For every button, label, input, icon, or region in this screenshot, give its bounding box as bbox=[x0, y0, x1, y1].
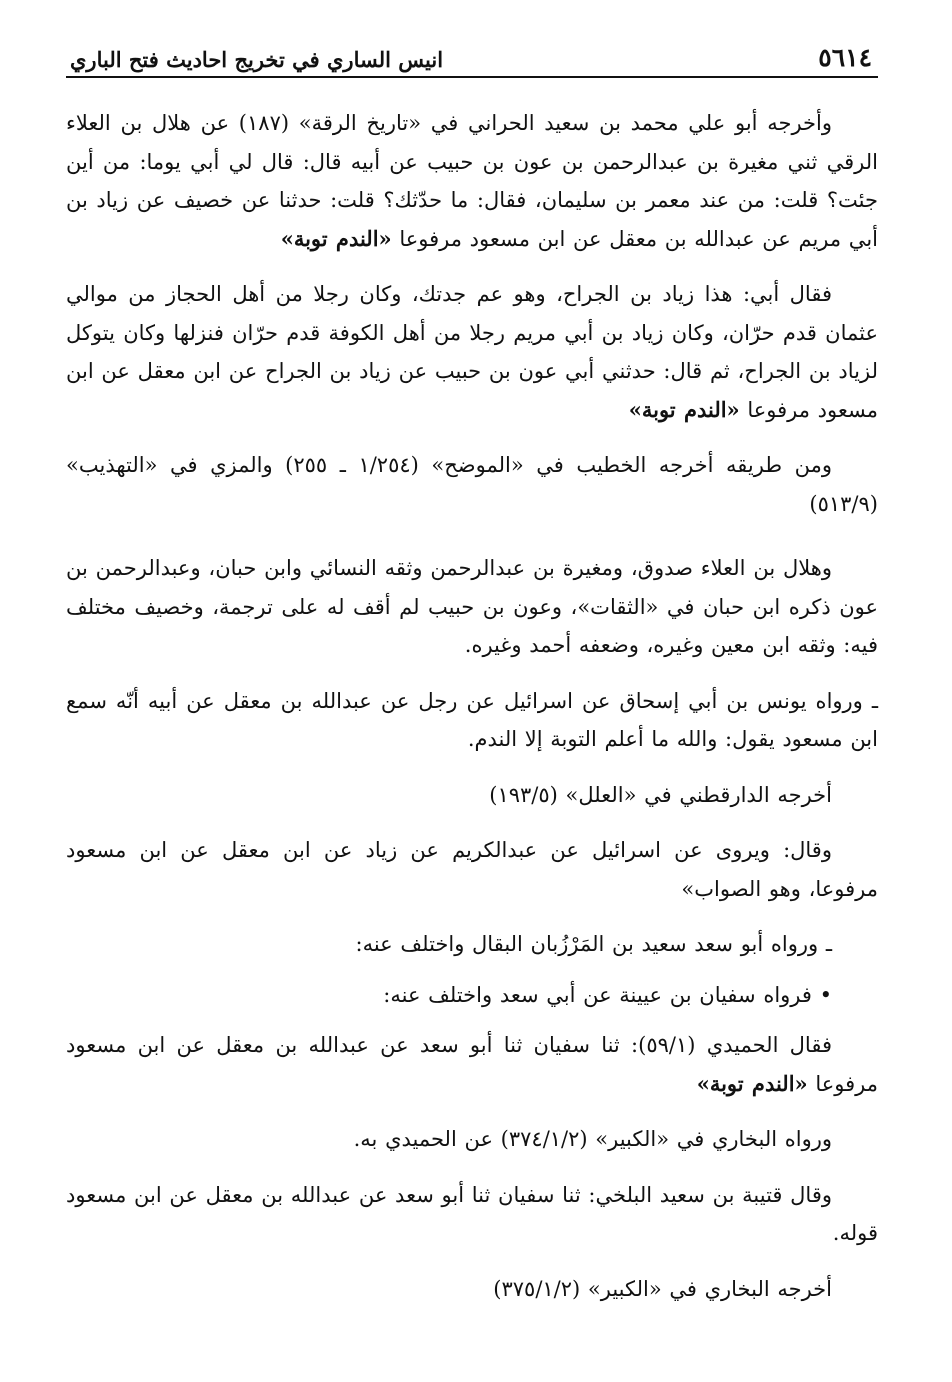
paragraph bbox=[66, 1120, 878, 1159]
paragraph-text: ـ ورواه أبو سعد سعيد بن المَرْزُبان البقال واختلف عنه: bbox=[355, 932, 832, 956]
paragraph bbox=[66, 1270, 878, 1309]
paragraph bbox=[66, 104, 878, 258]
paragraph-text: وقال قتيبة بن سعيد البلخي: ثنا سفيان ثنا أبو سعد عن عبدالله بن معقل عن ابن مسعود قوله. bbox=[66, 1182, 878, 1245]
paragraph-text: فقال الحميدي (٥٩/١): ثنا سفيان ثنا أبو سعد عن عبدالله بن معقل عن ابن مسعود مرفوعا bbox=[66, 1033, 878, 1096]
bullet-item: • فرواه سفيان بن عيينة عن أبي سعد واختلف عنه: bbox=[383, 982, 832, 1007]
paragraph bbox=[66, 549, 878, 665]
paragraph bbox=[66, 976, 878, 1015]
paragraph bbox=[66, 776, 878, 815]
page-body bbox=[66, 104, 878, 1308]
paragraph-text: ومن طريقه أخرجه الخطيب في «الموضح» (١/٢٥٤ ـ ٢٥٥) والمزي في «التهذيب» (٥١٣/٩) bbox=[66, 453, 878, 516]
paragraph-text: وهلال بن العلاء صدوق، ومغيرة بن عبدالرحمن وثقه النسائي وابن حبان، وعبدالرحمن بن عون ذكره ابن حبان في «الثقات»، وعون بن حبيب لم أقف له على ترجمة، وخصيف مختلف فيه: وثقه ابن معين وغيره، وضعفه أحمد وغيره. bbox=[66, 556, 878, 657]
paragraph-text: وأخرجه أبو علي محمد بن سعيد الحراني في «تاريخ الرقة» (١٨٧) عن هلال بن العلاء الرقي ثني مغيرة بن عبدالرحمن بن عون بن حبيب عن أبيه قال: قال لي أبي يوما: من أين جئت؟ قلت: من عند معمر بن سليمان، فقال: ما حدّثك؟ قلت: حدثنا عن خصيف عن زياد بن أبي مريم عن عبدالله بن معقل عن ابن مسعود مرفوعا bbox=[66, 111, 878, 251]
paragraph bbox=[66, 682, 878, 759]
hadith-text: «الندم توبة» bbox=[280, 225, 392, 251]
paragraph bbox=[66, 1176, 878, 1253]
paragraph-text: ـ ورواه يونس بن أبي إسحاق عن اسرائيل عن رجل عن عبدالله بن معقل عن أبيه أنّه سمع ابن مسعود يقول: والله ما أعلم التوبة إلا الندم. bbox=[66, 688, 878, 751]
paragraph bbox=[66, 446, 878, 523]
page-number: ٥٦١٤ bbox=[818, 43, 872, 72]
paragraph bbox=[66, 925, 878, 964]
paragraph bbox=[66, 831, 878, 908]
page-header bbox=[66, 28, 878, 78]
paragraph-text: وقال: ويروى عن اسرائيل عن عبدالكريم عن زياد عن ابن معقل عن ابن مسعود مرفوعا، وهو الصواب» bbox=[66, 838, 878, 901]
running-title: انيس الساري في تخريج احاديث فتح الباري bbox=[70, 47, 444, 72]
hadith-text: «الندم توبة» bbox=[628, 396, 740, 422]
paragraph bbox=[66, 1026, 878, 1103]
hadith-text: «الندم توبة» bbox=[696, 1070, 808, 1096]
paragraph-text: أخرجه الدارقطني في «العلل» (١٩٣/٥) bbox=[489, 782, 832, 807]
paragraph-text: أخرجه البخاري في «الكبير» (٣٧٥/١/٢) bbox=[493, 1276, 832, 1301]
paragraph bbox=[66, 275, 878, 429]
paragraph-text: ورواه البخاري في «الكبير» (٣٧٤/١/٢) عن الحميدي به. bbox=[353, 1127, 832, 1151]
paragraph-text: فقال أبي: هذا زياد بن الجراح، وهو عم جدتك، وكان رجلا من أهل الحجاز من موالي عثمان قدم حرّان، وكان زياد بن أبي مريم رجلا من أهل الكوفة قدم حرّان فنزلها وكان يتوكل لزياد بن الجراح، ثم قال: حدثني أبي عون بن حبيب عن زياد بن الجراح عن ابن معقل عن ابن مسعود مرفوعا bbox=[66, 282, 878, 422]
